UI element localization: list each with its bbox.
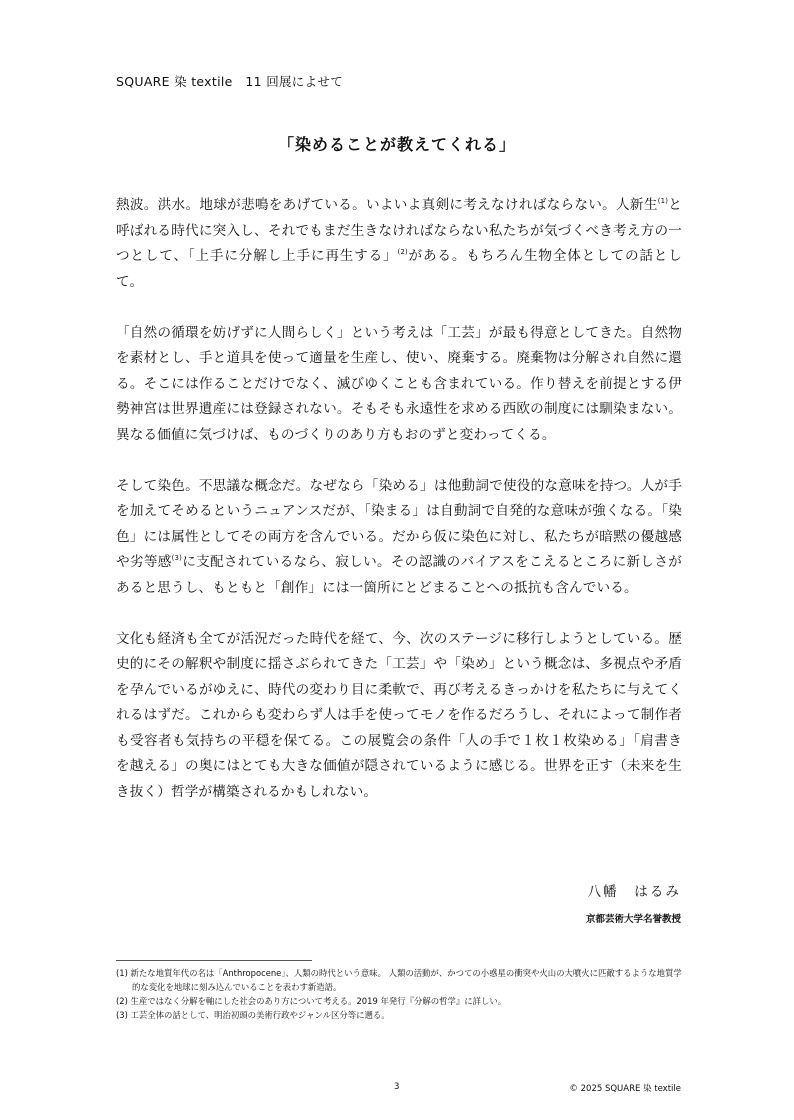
page-number: 3	[394, 1082, 400, 1092]
paragraph	[116, 321, 682, 449]
footnote-ref-1: (1)	[657, 197, 669, 205]
paragraph-text: と呼ばれる時代に突入し、それでもまだ生きなければならない私たちが気づくべき考え方の一つとして、「上手に分解し上手に再生する」	[116, 197, 682, 264]
footnote-ref-3: (3)	[171, 554, 183, 562]
author-name: 八幡 はるみ	[587, 884, 681, 900]
paragraph-text: 熱波。洪水。地球が悲鳴をあげている。いよいよ真剣に考えなければならない。人新生	[116, 197, 658, 213]
paragraph	[116, 627, 682, 806]
paragraph-text: に支配されているなら、寂しい。その認識のバイアスをこえるところに新しさがあると思うし、もともと「創作」には一箇所にとどまることへの抵抗も含んでいる。	[116, 554, 682, 596]
copyright: © 2025 SQUARE 染 textile	[569, 1084, 681, 1094]
paragraph-text: 文化も経済も全てが活況だった時代を経て、今、次のステージに移行しようとしている。歴史的にその解釈や制度に揺さぶられてきた「工芸」や「染め」という概念は、多視点や矛盾を孕んでいるがゆえに、時代の変わり目に柔軟で、再び考えるきっかけを私たちに与えてくれるはずだ。これからも変わらず人は手を使ってモノを作るだろうし、それによって制作者も受容者も気持ちの平穏を保てる。この展覧会の条件「人の手で１枚１枚染める」「肩書きを越える」の奥にはとても大きな価値が隠されているように感じる。世界を正す（未来を生き抜く）哲学が構築されるかもしれない。	[116, 630, 682, 800]
paragraph-text: 「自然の循環を妨げずに人間らしく」という考えは「工芸」が最も得意としてきた。自然物を素材とし、手と道具を使って適量を生産し、使い、廃棄する。廃棄物は分解され自然に還る。そこには作ることだけでなく、滅びゆくことも含まれている。作り替えを前提とする伊勢神宮は世界遺産には登録されない。そもそも永遠性を求める西欧の制度には馴染まない。異なる価値に気づけば、ものづくりのあり方もおのずと変わってくる。	[116, 324, 682, 443]
paragraph	[116, 474, 682, 602]
footnote-3: (3) 工芸全体の話として、明治初頭の美術行政やジャンル区分等に遡る。	[116, 1010, 390, 1020]
footnote-1: (1) 新たな地質年代の名は「Anthropocene」、人類の時代という意味。 人類の活動が、かつての小惑星の衝突や火山の大噴火に匹敵するような地質学的な変化を地球に刻み込んでいることを表わす新造語。	[116, 968, 682, 992]
paragraph	[116, 193, 682, 295]
paragraph-text: がある。もちろん生物全体としての話として。	[116, 248, 682, 290]
author-affiliation: 京都芸術大学名誉教授	[585, 914, 681, 925]
exhibition-header: SQUARE 染 textile 11 回展によせて	[116, 74, 343, 89]
footnote-ref-2: (2)	[397, 248, 408, 256]
footnote-2: (2) 生産ではなく分解を軸にした社会のあり方について考える。2019 年発行『分解の哲学』に詳しい。	[116, 996, 507, 1006]
essay-body	[116, 193, 682, 805]
essay-title: 「染めることが教えてくれる」	[277, 135, 516, 154]
paragraph-text: そして染色。不思議な概念だ。なぜなら「染める」は他動詞で使役的な意味を持つ。人が手を加えてそめるというニュアンスだが、「染まる」は自動詞で自発的な意味が強くなる。「染色」には属性としてその両方を含んでいる。だから仮に染色に対し、私たちが暗黙の優越感や劣等感	[116, 477, 682, 570]
footnote-divider	[116, 960, 312, 961]
footnotes	[116, 966, 682, 1022]
